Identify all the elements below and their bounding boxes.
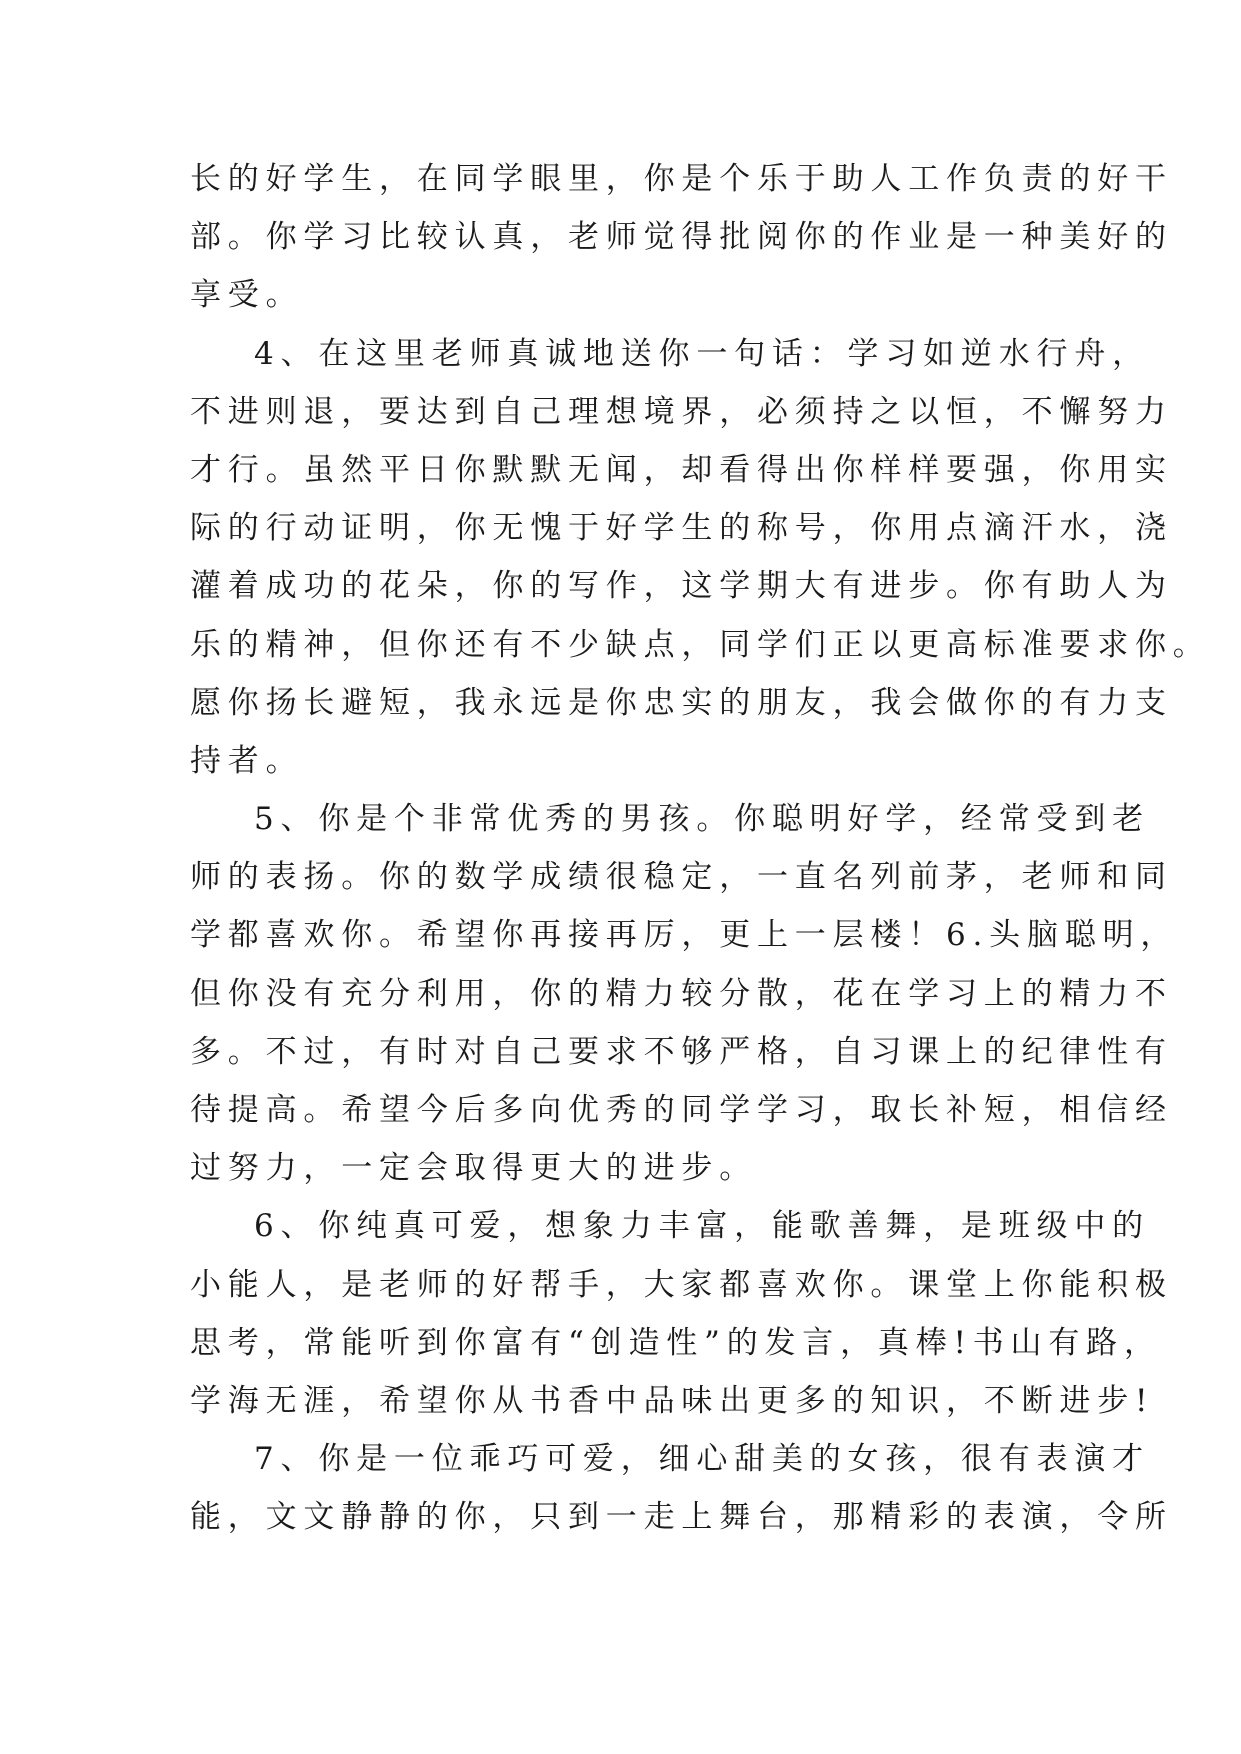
text-line: 持者。 [190, 742, 304, 779]
text-line: 5、你是个非常优秀的男孩。你聪明好学，经常受到老 [254, 801, 1150, 838]
text-line: 6、你纯真可爱，想象力丰富，能歌善舞，是班级中的 [254, 1208, 1150, 1245]
text-line: 能，文文静静的你，只到一走上舞台，那精彩的表演，令所 [190, 1499, 1173, 1536]
text-line: 待提高。希望今后多向优秀的同学学习，取长补短，相信经 [190, 1092, 1173, 1128]
text-line: 但你没有充分利用，你的精力较分散，花在学习上的精力不 [190, 975, 1173, 1012]
text-line: 部。你学习比较认真，老师觉得批阅你的作业是一种美好的 [190, 219, 1173, 256]
text-line: 学都喜欢你。希望你再接再厉，更上一层楼！6.头脑聪明， [190, 917, 1179, 954]
text-line: 师的表扬。你的数学成绩很稳定，一直名列前茅，老师和同 [190, 859, 1173, 896]
text-line: 学海无涯，希望你从书香中品味出更多的知识，不断进步! [190, 1382, 1155, 1419]
document-page [190, 150, 1211, 1547]
text-line: 长的好学生，在同学眼里，你是个乐于助人工作负责的好干 [190, 161, 1173, 197]
text-line: 7、你是一位乖巧可爱，细心甜美的女孩，很有表演才 [254, 1441, 1150, 1478]
paragraph [190, 1430, 1173, 1546]
text-line: 际的行动证明，你无愧于好学生的称号，你用点滴汗水，浇 [190, 510, 1173, 547]
text-line: 思考，常能听到你富有“创造性”的发言，真棒!书山有路， [190, 1324, 1162, 1361]
text-line: 才行。虽然平日你默默无闻，却看得出你样样要强，你用实 [190, 451, 1173, 488]
text-line: 多。不过，有时对自己要求不够严格，自习课上的纪律性有 [190, 1033, 1173, 1070]
paragraph [190, 325, 1211, 791]
text-line: 不进则退，要达到自己理想境界，必须持之以恒，不懈努力 [190, 393, 1173, 430]
paragraph [190, 790, 1179, 1197]
text-line: 愿你扬长避短，我永远是你忠实的朋友，我会做你的有力支 [190, 684, 1173, 721]
text-line: 乐的精神，但你还有不少缺点，同学们正以更高标准要求你。 [190, 626, 1211, 663]
text-line: 享受。 [190, 277, 304, 314]
paragraph [190, 1197, 1173, 1430]
text-line: 灌着成功的花朵，你的写作，这学期大有进步。你有助人为 [190, 568, 1173, 605]
text-line: 过努力，一定会取得更大的进步。 [190, 1150, 757, 1187]
paragraph [190, 150, 1173, 325]
text-line: 4、在这里老师真诚地送你一句话：学习如逆水行舟， [254, 335, 1150, 372]
text-line: 小能人，是老师的好帮手，大家都喜欢你。课堂上你能积极 [190, 1266, 1173, 1303]
